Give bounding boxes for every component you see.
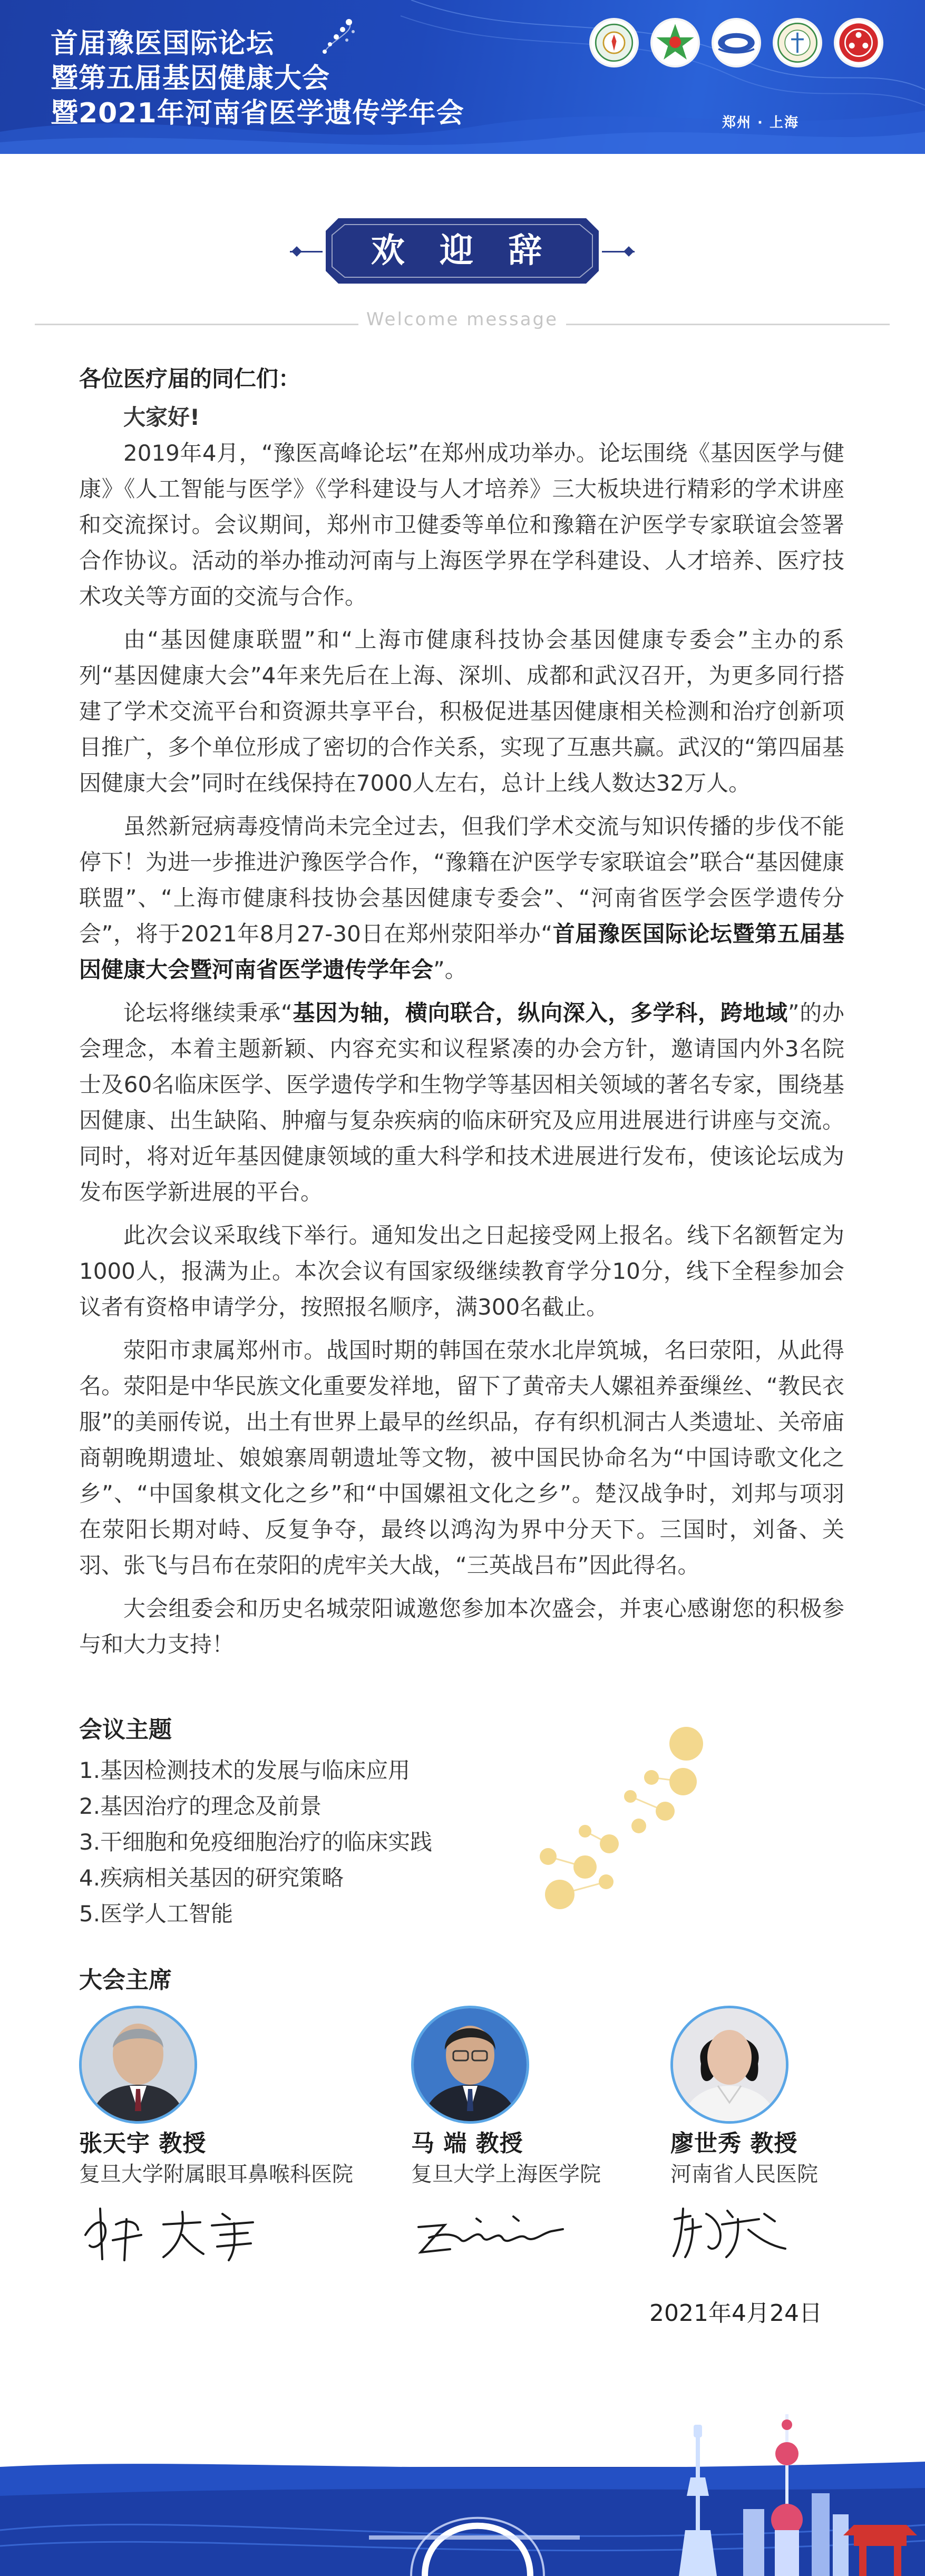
topic-item: 4.疾病相关基因的研究策略 — [79, 1865, 344, 1891]
chair-photo-3-avatar — [670, 2006, 788, 2124]
signature-3-icon — [669, 2198, 796, 2261]
welcome-banner — [0, 206, 925, 290]
paragraph-3-text-c: ”。 — [433, 957, 467, 983]
chair-name-3: 廖世秀 教授 — [670, 2130, 798, 2157]
event-location: 郑州 · 上海 — [722, 115, 799, 131]
paragraph-3 — [79, 809, 844, 988]
divider-left — [35, 324, 358, 325]
banner-diamond-left-icon — [291, 246, 302, 257]
chairs-title: 大会主席 — [79, 1967, 172, 1994]
signature-2-icon — [413, 2206, 566, 2264]
paragraph-4-text-c: ”的办会理念，本着主题新颖、内容充实和议程紧凑的办会方针，邀请国内外3名院士及60名临床医学、医学遗传学和生物学等基因相关领域的著名专家，围绕基因健康、出生缺陷、肿瘤与复杂疾病的临床研究及应用进展进行讲座与交流。同时，将对近年基因健康领域的重大科学和技术进展进行发布，使该论坛成为发布医学新进展的平台。 — [79, 1000, 844, 1205]
banner-diamond-right-icon — [624, 246, 634, 257]
welcome-title: 欢 迎 辞 — [371, 231, 554, 270]
letter-date: 2021年4月24日 — [649, 2300, 822, 2327]
greeting: 大家好! — [123, 404, 200, 430]
chair-photo-1-avatar — [79, 2006, 197, 2124]
chair-photo-2-avatar — [411, 2006, 529, 2124]
topic-item: 5.医学人工智能 — [79, 1901, 233, 1927]
organizer-logo-1-icon — [589, 18, 639, 67]
paragraph-3-text-a: 虽然新冠病毒疫情尚未完全过去，但我们学术交流与知识传播的步伐不能停下！为进一步推进沪豫医学合作，“豫籍在沪医学专家联谊会”联合“基因健康联盟”、“上海市健康科技协会基因健康专委会”、“河南省医学会医学遗传分会”，将于2021年8月27-30日在郑州荥阳举办“ — [79, 813, 844, 947]
title-line-3: 暨2021年河南省医学遗传学年会 — [51, 98, 464, 129]
chair-card-2 — [411, 2006, 529, 2124]
paragraph-3-highlight: 首届豫医国际论坛暨第五届基因健康大会暨河南省医学遗传学年会 — [79, 921, 844, 983]
paragraph-5: 此次会议采取线下举行。通知发出之日起接受网上报名。线下名额暂定为1000人，报满为止。本次会议有国家级继续教育学分10分，线下全程参加会议者有资格申请学分，按照报名顺序，满300名截止。 — [79, 1222, 844, 1320]
chair-name-2: 马 端 教授 — [411, 2130, 523, 2157]
conference-title — [51, 26, 464, 131]
divider-right — [566, 324, 890, 325]
chair-name-1: 张天宇 教授 — [79, 2130, 207, 2157]
dna-mark-icon — [316, 16, 358, 63]
paragraph-2: 由“基因健康联盟”和“上海市健康科技协会基因健康专委会”主办的系列“基因健康大会”4年来先后在上海、深圳、成都和武汉召开，为更多同行搭建了学术交流平台和资源共享平台，积极促进基因健康相关检测和治疗创新项目推广，多个单位形成了密切的合作关系，实现了互惠共赢。武汉的“第四届基因健康大会”同时在线保持在7000人左右，总计上线人数达32万人。 — [79, 627, 844, 796]
topic-item: 1.基因检测技术的发展与临床应用 — [79, 1757, 411, 1783]
footer-skyline-decoration — [0, 2404, 925, 2576]
signature-1-icon — [79, 2198, 269, 2267]
paragraph-6: 荥阳市隶属郑州市。战国时期的韩国在荥水北岸筑城，名曰荥阳，从此得名。荥阳是中华民族文化重要发祥地，留下了黄帝夫人嫘祖养蚕缫丝、“教民衣服”的美丽传说，出土有世界上最早的丝织品，存有织机洞古人类遗址、关帝庙商朝晚期遗址、娘娘寨周朝遗址等文物，被中国民协命名为“中国诗歌文化之乡”、“中国象棋文化之乡”和“中国嫘祖文化之乡”。楚汉战争时，刘邦与项羽在荥阳长期对峙、反复争夺，最终以鸿沟为界中分天下。三国时，刘备、关羽、张飞与吕布在荥阳的虎牢关大战，“三英战吕布”因此得名。 — [79, 1337, 844, 1578]
topics-list — [79, 1753, 553, 1932]
welcome-title-box — [326, 218, 599, 284]
chair-org-2: 复旦大学上海医学院 — [411, 2162, 601, 2186]
organizer-logo-3-icon — [712, 18, 761, 67]
chair-card-1 — [79, 2006, 197, 2124]
title-line-2: 暨第五届基因健康大会 — [51, 63, 330, 94]
dna-decoration-icon — [527, 1723, 706, 1923]
organizer-logo-5-icon — [834, 18, 883, 67]
organizer-logos — [589, 18, 884, 71]
chair-org-3: 河南省人民医院 — [670, 2162, 818, 2186]
organizer-logo-2-icon — [650, 18, 700, 67]
topic-item: 3.干细胞和免疫细胞治疗的临床实践 — [79, 1829, 433, 1855]
welcome-subtitle: Welcome message — [358, 309, 566, 330]
paragraph-4 — [79, 995, 844, 1210]
organizer-logo-4-icon — [773, 18, 822, 67]
topics-title: 会议主题 — [79, 1716, 172, 1743]
paragraph-4-highlight: 基因为轴，横向联合，纵向深入，多学科，跨地域 — [292, 1000, 788, 1026]
paragraph-1: 2019年4月，“豫医高峰论坛”在郑州成功举办。论坛围绕《基因医学与健康》《人工智能与医学》《学科建设与人才培养》三大板块进行精彩的学术讲座和交流探讨。会议期间，郑州市卫健委等单位和豫籍在沪医学专家联谊会签署合作协议。活动的举办推动河南与上海医学界在学科建设、人才培养、医疗技术攻关等方面的交流与合作。 — [79, 440, 844, 609]
paragraph-7: 大会组委会和历史名城荥阳诚邀您参加本次盛会，并衷心感谢您的积极参与和大力支持！ — [79, 1596, 844, 1657]
welcome-letter — [79, 361, 844, 1663]
chair-org-1: 复旦大学附属眼耳鼻喉科医院 — [79, 2162, 353, 2186]
topic-item: 2.基因治疗的理念及前景 — [79, 1793, 322, 1819]
paragraph-4-text-a: 论坛将继续秉承“ — [123, 1000, 293, 1026]
title-line-1: 首届豫医国际论坛 — [51, 28, 275, 60]
salutation: 各位医疗届的同仁们： — [79, 366, 301, 392]
header-banner — [0, 0, 925, 154]
chair-card-3 — [670, 2006, 788, 2124]
